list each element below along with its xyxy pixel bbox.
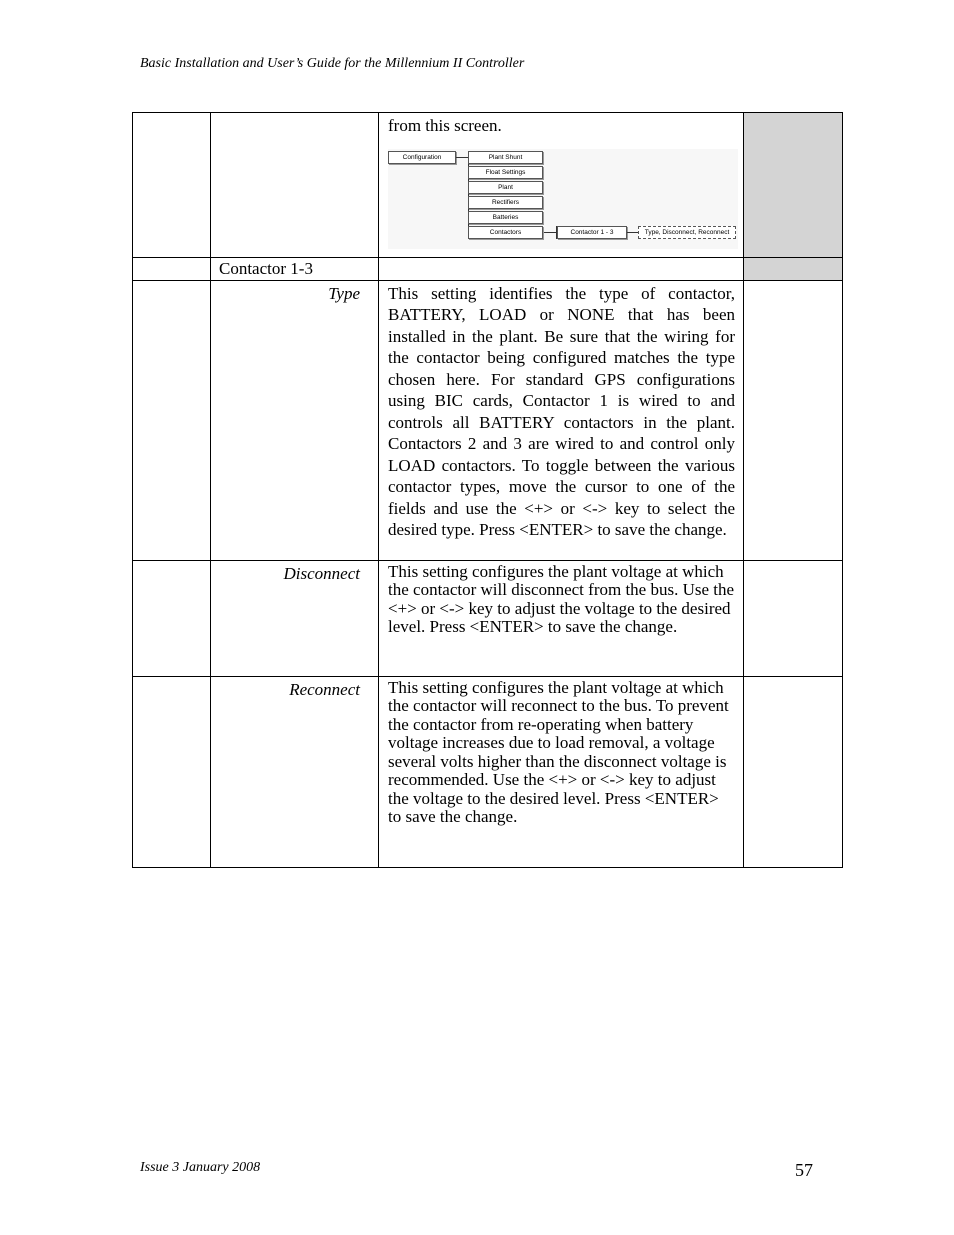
diagram-connector <box>456 157 468 158</box>
table-row <box>133 113 843 258</box>
diagram-connector <box>627 232 638 233</box>
setting-label-type: Type <box>211 280 379 560</box>
diagram-item-box: Rectifiers <box>468 196 543 209</box>
table-row <box>133 676 843 867</box>
table-row <box>133 280 843 560</box>
diagram-root-box: Configuration <box>388 151 456 164</box>
table-row <box>133 560 843 676</box>
setting-label-reconnect: Reconnect <box>211 676 379 867</box>
menu-diagram <box>388 149 738 249</box>
intro-text: from this screen. <box>388 116 502 135</box>
footer-issue: Issue 3 January 2008 <box>140 1160 261 1175</box>
diagram-sub-box: Contactor 1 - 3 <box>557 226 627 239</box>
group-label: Contactor 1-3 <box>211 258 379 281</box>
diagram-item-box: Plant Shunt <box>468 151 543 164</box>
diagram-item-box: Batteries <box>468 211 543 224</box>
settings-table <box>132 112 843 868</box>
diagram-connector <box>544 232 556 233</box>
intro-cell <box>379 113 744 258</box>
diagram-item-box: Float Settings <box>468 166 543 179</box>
table-row <box>133 258 843 281</box>
diagram-item-box: Plant <box>468 181 543 194</box>
running-header: Basic Installation and User’s Guide for the Millennium II Controller <box>140 56 525 71</box>
page-number: 57 <box>795 1160 813 1180</box>
setting-description-reconnect: This setting configures the plant voltage at which the contactor will reconnect to the bus. To prevent the contactor from re-operating when battery voltage increases due to load removal, a voltage several volts higher than the disconnect voltage is recommended. Use the <+> or <-> key to adjust the voltage to the desired level. Press <ENTER> to save the change. <box>379 676 744 867</box>
diagram-leaf-box: Type, Disconnect, Reconnect <box>638 226 736 239</box>
setting-description-disconnect: This setting configures the plant voltage at which the contactor will disconnect from the bus. Use the <+> or <-> key to adjust the voltage to the desired level. Press <ENTER> to save the change. <box>379 560 744 676</box>
diagram-item-box: Contactors <box>468 226 543 239</box>
setting-label-disconnect: Disconnect <box>211 560 379 676</box>
setting-description-type: This setting identifies the type of contactor, BATTERY, LOAD or NONE that has been installed in the plant. Be sure that the wiring for the contactor being configured matches the type chosen here. For standard GPS configurations using BIC cards, Contactor 1 is wired to and controls all BATTERY contactors in the plant. Contactors 2 and 3 are wired to and control only LOAD contactors. To toggle between the various contactor types, move the cursor to one of the fields and use the <+> or <-> key to select the desired type. Press <ENTER> to save the change. <box>379 280 744 560</box>
